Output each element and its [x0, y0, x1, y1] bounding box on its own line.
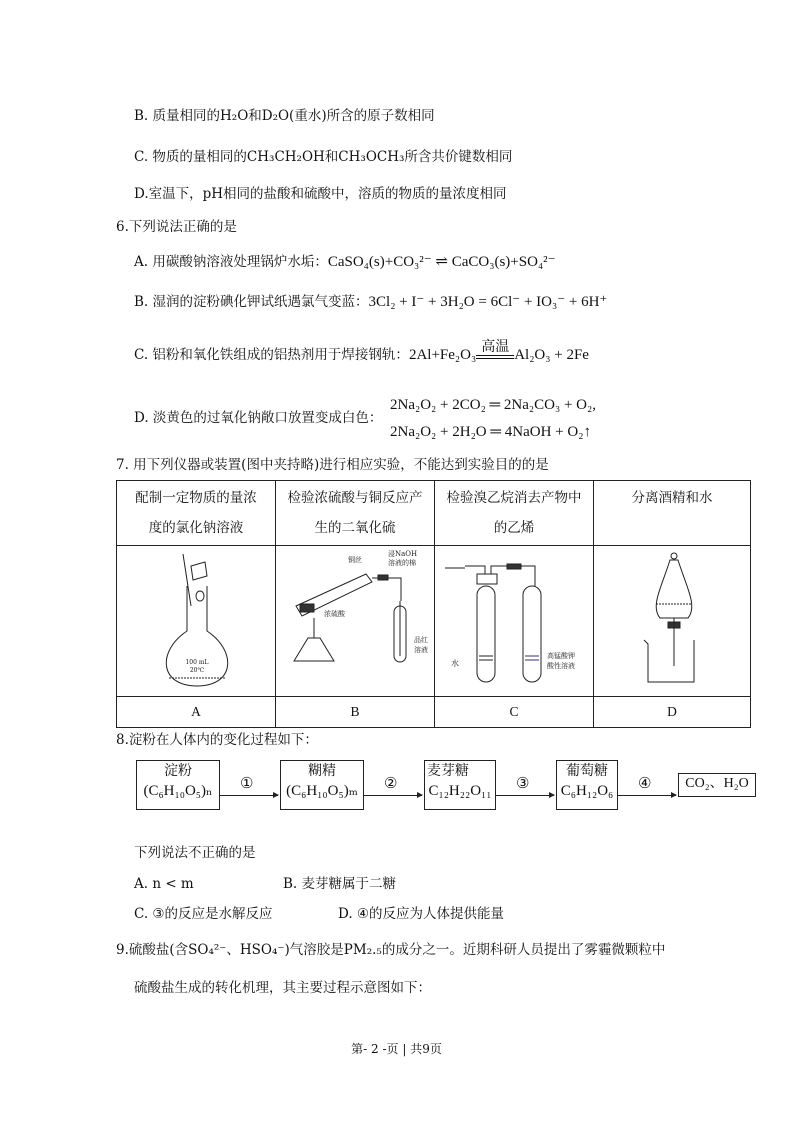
- svg-text:品红: 品红: [414, 636, 428, 644]
- q6-d-text: D. 淡黄色的过氧化钠敞口放置变成白色：: [134, 410, 383, 426]
- flow-box-products: CO₂、H₂O: [678, 773, 756, 797]
- flow-arrow-3: [496, 795, 554, 796]
- q7-option-d: D: [594, 697, 751, 728]
- copper-sulfuric-acid-apparatus-figure: [276, 546, 435, 697]
- flow-arrow-4: [618, 795, 676, 796]
- q7-header-c: 检验溴乙烷消去产物中 的乙烯: [435, 481, 594, 546]
- step-3-label: ③: [516, 774, 530, 792]
- q6-c-condition-arrow: [476, 339, 514, 359]
- svg-text:水: 水: [451, 659, 459, 668]
- q6-d-equation-1: 2Na₂O₂ + 2CO₂ ═ 2Na₂CO₃ + O₂,: [390, 397, 596, 413]
- q7-header-b: 检验浓硫酸与铜反应产 生的二氧化硫: [276, 481, 435, 546]
- q9-stem: 9.硫酸盐(含SO₄²⁻、HSO₄⁻)气溶胶是PM₂.₅的成分之一。近期科研人员提出了雾霾微颗粒中: [116, 942, 666, 958]
- svg-text:100 mL: 100 mL: [185, 659, 209, 666]
- q5-option-c: C. 物质的量相同的CH₃CH₂OH和CH₃OCH₃所含共价键数相同: [134, 149, 513, 165]
- svg-text:铜丝: 铜丝: [348, 556, 362, 564]
- q7-header-a: 配制一定物质的量浓 度的氯化钠溶液: [117, 481, 276, 546]
- flow-box-dextrin: 糊精 (C₆H₁₀O₅)ₘ: [280, 760, 364, 810]
- q5-option-b: B. 质量相同的H₂O和D₂O(重水)所含的原子数相同: [134, 108, 435, 124]
- q6-b-text: B. 湿润的淀粉碘化钾试纸遇氯气变蓝：: [134, 294, 369, 310]
- flow-box-glucose: 葡萄糖 C₆H₁₂O₆: [556, 760, 618, 810]
- q5-option-d: D.室温下，pH相同的盐酸和硫酸中，溶质的物质的量浓度相同: [134, 186, 507, 202]
- svg-text:20℃: 20℃: [189, 667, 205, 674]
- step-4-label: ④: [638, 774, 652, 792]
- q7-table: [116, 480, 751, 728]
- flow-arrow-2: [364, 795, 422, 796]
- step-1-label: ①: [240, 774, 254, 792]
- flow-box-starch: 淀粉 (C₆H₁₀O₅)ₙ: [136, 760, 220, 810]
- q6-c-text: C. 铝粉和氧化铁组成的铝热剂用于焊接钢轨：: [134, 347, 409, 363]
- page-footer: 第- 2 -页 | 共9页: [351, 1042, 442, 1056]
- flow-box-maltose: 麦芽糖 C₁₂H₂₂O₁₁: [424, 760, 496, 810]
- q6-c-condition: 高温: [481, 339, 510, 355]
- svg-text:溶液: 溶液: [414, 646, 428, 654]
- q7-option-b: B: [276, 697, 435, 728]
- volumetric-flask-figure: [117, 546, 276, 697]
- svg-text:高锰酸钾: 高锰酸钾: [547, 652, 575, 660]
- q8-option-b: B. 麦芽糖属于二糖: [283, 876, 397, 892]
- q6-d-equation-2: 2Na₂O₂ + 2H₂O ═ 4NaOH + O₂↑: [390, 424, 591, 440]
- q6-option-c: [134, 339, 589, 364]
- q7-option-a: A: [117, 697, 276, 728]
- q8-option-d: D. ④的反应为人体提供能量: [338, 906, 505, 922]
- q6-stem: 6.下列说法正确的是: [116, 219, 237, 235]
- q6-c-eq-left: 2Al+Fe₂O₃: [408, 347, 477, 363]
- q8-option-c: C. ③的反应是水解反应: [134, 906, 273, 922]
- q9-stem-line2: 硫酸盐生成的转化机理，其主要过程示意图如下：: [134, 980, 431, 996]
- q7-option-c: C: [435, 697, 594, 728]
- q6-b-equation: 3Cl₂ + I⁻ + 3H₂O = 6Cl⁻ + IO₃⁻ + 6H⁺: [368, 294, 608, 310]
- q8-stem: 8.淀粉在人体内的变化过程如下：: [116, 732, 318, 748]
- step-2-label: ②: [384, 774, 398, 792]
- q6-a-text: A. 用碳酸钠溶液处理锅炉水垢：: [134, 254, 328, 270]
- svg-text:浸NaOH: 浸NaOH: [388, 550, 418, 558]
- q7-stem: 7. 用下列仪器或装置(图中夹持略)进行相应实验，不能达到实验目的的是: [116, 457, 549, 473]
- q6-option-b: [134, 293, 607, 311]
- q8-sub-stem: 下列说法不正确的是: [134, 845, 256, 861]
- svg-text:溶液的棉: 溶液的棉: [388, 559, 416, 567]
- ethylene-test-apparatus-figure: [435, 546, 594, 697]
- separatory-funnel-figure: [594, 546, 751, 697]
- flow-arrow-1: [220, 795, 278, 796]
- q6-c-eq-right: Al₂O₃ + 2Fe: [514, 347, 589, 363]
- q6-a-equation: CaSO₄(s)+CO₃²⁻ ⇌ CaCO₃(s)+SO₄²⁻: [327, 254, 556, 270]
- q7-header-d: 分离酒精和水: [594, 481, 751, 546]
- svg-text:浓硫酸: 浓硫酸: [324, 610, 345, 618]
- q8-option-a: A. n < m: [134, 876, 194, 892]
- q6-option-a: [134, 253, 556, 271]
- svg-text:酸性溶液: 酸性溶液: [547, 662, 575, 670]
